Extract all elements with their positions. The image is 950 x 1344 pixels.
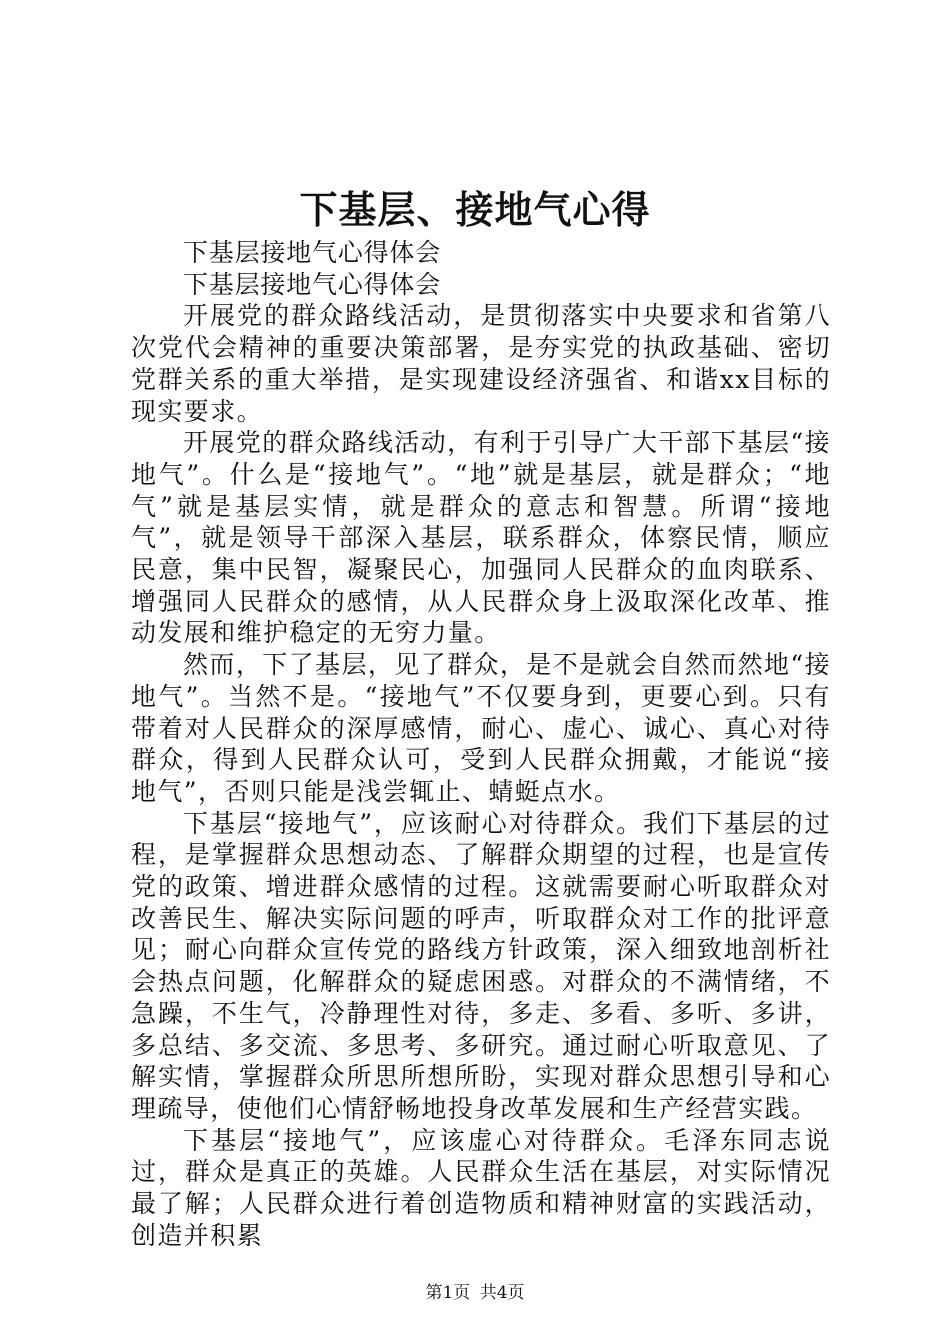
paragraph: 然而，下了基层，见了群众，是不是就会自然而然地“接地气”。当然不是。“接地气”不仅要身到，更要心到。只有带着对人民群众的深厚感情，耐心、虚心、诚心、真心对待群众，得到人民群众认可，受到人民群众拥戴，才能说“接地气”，否则只能是浅尝辄止、蜻蜓点水。 [131,650,831,806]
paragraph: 下基层“接地气”，应该耐心对待群众。我们下基层的过程，是掌握群众思想动态、了解群众期望的过程，也是宣传党的政策、增进群众感情的过程。这就需要耐心听取群众对改善民生、解决实际问题的呼声，听取群众对工作的批评意见；耐心向群众宣传党的路线方针政策，深入细致地剖析社会热点问题，化解群众的疑虑困惑。对群众的不满情绪，不急躁，不生气，冷静理性对待，多走、多看、多听、多讲，多总结、多交流、多思考、多研究。通过耐心听取意见、了解实情，掌握群众所思所想所盼，实现对群众思想引导和心理疏导，使他们心情舒畅地投身改革发展和生产经营实践。 [131,808,831,1123]
subheading: 下基层接地气心得体会 [183,269,442,299]
subheading: 下基层接地气心得体会 [183,238,442,267]
page-total: 共4页 [479,1283,525,1303]
paragraph: 开展党的群众路线活动，有利于引导广大干部下基层“接地气”。什么是“接地气”。“地”就是基层，就是群众；“地气”就是基层实情，就是群众的意志和智慧。所谓“接地气”，就是领导干部深入基层，联系群众，体察民情，顺应民意，集中民智，凝聚民心，加强同人民群众的血肉联系、增强同人民群众的感情，从人民群众身上汲取深化改革、推动发展和维护稳定的无穷力量。 [131,428,831,648]
paragraph: 下基层“接地气”，应该虚心对待群众。毛泽东同志说过，群众是真正的英雄。人民群众生活在基层，对实际情况最了解；人民群众进行着创造物质和精神财富的实践活动，创造并积累 [131,1125,831,1250]
page-number: 第1页 [425,1283,471,1303]
page-footer [0,1282,950,1304]
document-body [131,237,831,1252]
paragraph: 开展党的群众路线活动，是贯彻落实中央要求和省第八次党代会精神的重要决策部署，是夯实党的执政基础、密切党群关系的重大举措，是实现建设经济强省、和谐xx目标的现实要求。 [131,301,831,426]
document-title: 下基层、接地气心得 [299,187,651,232]
